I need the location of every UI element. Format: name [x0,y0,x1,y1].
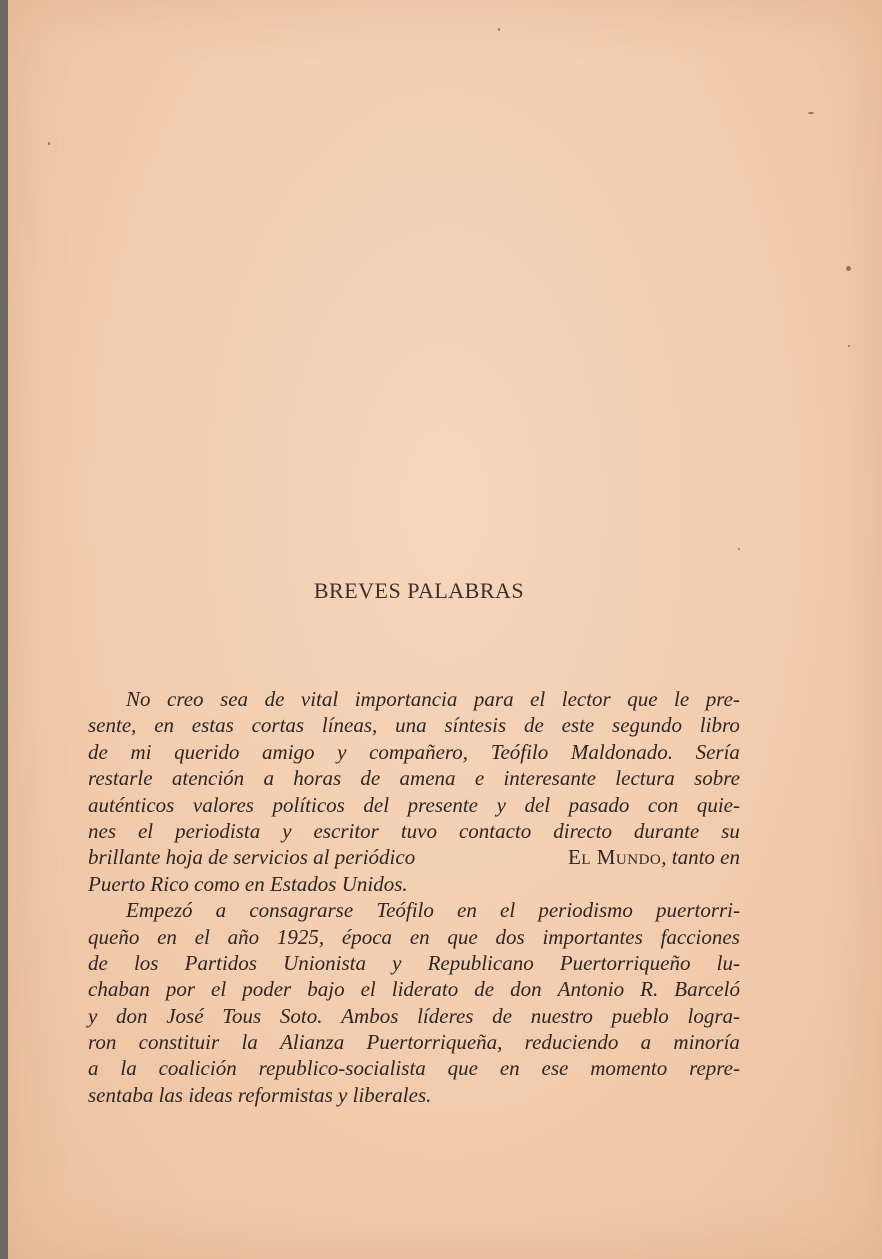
word: de [88,950,108,975]
word: el [211,977,227,1002]
text-line: sentaba las ideas reformistas y liberales. [88,1082,432,1107]
paper-speck [738,548,740,550]
word: que [447,1056,478,1081]
word: republico-socialista [258,1056,426,1081]
word: de [264,687,285,711]
word: Ambos [341,1003,399,1028]
text-line [88,1055,740,1081]
word: a [640,1030,652,1055]
word: compañero, [369,739,469,764]
text-line [88,976,740,1002]
word: Soto. [279,1003,323,1028]
word: en [499,1056,520,1081]
word: en [409,924,430,949]
text-line [88,739,740,765]
word: en [157,924,177,949]
word: lectura [615,766,675,791]
word: a [215,898,227,923]
word: con [647,792,679,817]
word: querido [174,739,240,764]
paper-speck [48,142,50,145]
word: durante [633,818,700,843]
word: cortas [251,713,305,738]
text-line [88,950,740,976]
word: valores [192,792,254,817]
word: y [392,950,402,975]
word: coalición [158,1056,237,1081]
word: queño [88,924,140,949]
word: contacto [458,818,532,843]
text-line [88,712,740,738]
word: y [337,739,347,764]
word: a [88,1056,99,1081]
word: ron [88,1030,117,1055]
word: periodista [175,818,261,843]
word: de [523,713,544,738]
word: Barceló [674,977,740,1002]
word: quie- [696,792,740,817]
word: mi [130,739,152,764]
word: su [721,818,740,843]
text-line [88,897,740,923]
word: de [474,977,495,1002]
word: del [363,792,390,817]
word: sente, [88,713,137,738]
word: el [360,977,376,1002]
body-text [88,686,740,1108]
word: facciones [660,924,740,949]
word: la [241,1030,258,1055]
text-segment: , tanto en [661,845,740,870]
word: importancia [354,687,458,711]
text-line [88,1003,740,1029]
word: en [154,713,175,738]
word: del [524,792,551,817]
word: nuestro [530,1003,593,1028]
word: sobre [694,766,740,791]
word: de [88,739,108,764]
word: para [473,687,514,711]
word: minoría [673,1030,740,1055]
word: estas [191,713,234,738]
word: reduciendo [524,1030,619,1055]
word: amena [399,766,456,791]
word: año [227,924,260,949]
text-segment: brillante hoja de servicios al periódico [88,845,416,870]
word: pasado [568,792,630,817]
word: Teófilo [490,739,549,764]
word: a [263,766,274,791]
word: y [496,792,506,817]
newspaper-title: El Mundo [568,845,662,870]
word: Empezó [126,898,193,923]
text-line: Puerto Rico como en Estados Unidos. [88,871,408,896]
newspaper-name [568,844,740,870]
word: Sería [695,739,740,764]
word: consagrarse [249,898,354,923]
word: libro [699,713,740,738]
word: en [457,898,477,923]
word: lu- [716,950,740,975]
word: Antonio [557,977,625,1002]
paper-speck [848,345,850,347]
word: segundo [612,713,683,738]
text-line [88,924,740,950]
word: No [126,687,151,711]
word: don [116,1003,148,1028]
word: nes [88,818,116,843]
word: R. [640,977,659,1002]
word: de [360,766,381,791]
word: bajo [307,977,345,1002]
word: puertorri- [656,898,740,923]
word: el [530,687,546,711]
word: Republicano [427,950,534,975]
word: repre- [689,1056,740,1081]
word: Puertorriqueño [559,950,691,975]
word: lector [561,687,611,711]
word: le [674,687,690,711]
word: el [137,818,154,843]
word: Teófilo [376,898,434,923]
word: Partidos [184,950,257,975]
word: que [627,687,658,711]
word: dos [495,924,525,949]
word: tuvo [400,818,437,843]
word: el [500,898,516,923]
word: importantes [542,924,643,949]
word: los [133,950,159,975]
word: síntesis [444,713,507,738]
page-title: BREVES PALABRAS [313,578,525,603]
word: 1925, [276,924,325,949]
paper-speck [846,266,851,271]
word: amigo [262,739,315,764]
word: y [88,1003,98,1028]
word: atención [171,766,245,791]
word: por [165,977,196,1002]
text-line [88,844,740,870]
word: restarle [88,766,153,791]
word: logra- [687,1003,740,1028]
word: Unionista [283,950,366,975]
word: interesante [503,766,596,791]
word: políticos [272,792,345,817]
word: constituir [138,1030,220,1055]
word: chaban [88,977,150,1002]
word: Maldonado. [570,739,673,764]
word: don [510,977,542,1002]
word: vital [300,687,339,711]
word: este [561,713,595,738]
text-line [88,686,740,712]
word: Tous [222,1003,262,1028]
word: directo [553,818,612,843]
word: líderes [417,1003,474,1028]
word: el [194,924,210,949]
book-page [8,0,882,1259]
word: que [447,924,478,949]
word: auténticos [88,792,175,817]
word: una [395,713,427,738]
paper-speck [808,112,814,114]
word: sea [220,687,249,711]
word: momento [590,1056,668,1081]
word: periodismo [538,898,633,923]
word: e [474,766,485,791]
word: escritor [313,818,379,843]
text-line [88,818,740,844]
word: de [492,1003,512,1028]
word: la [120,1056,137,1081]
word: liderato [391,977,459,1002]
word: presente [407,792,478,817]
word: y [282,818,292,843]
word: horas [293,766,342,791]
word: pueblo [611,1003,669,1028]
word: José [166,1003,204,1028]
text-line [88,792,740,818]
word: ese [541,1056,569,1081]
paper-speck [498,28,500,31]
text-line [88,1029,740,1055]
word: líneas, [321,713,378,738]
word: pre- [705,687,740,711]
word: época [341,924,393,949]
word: Alianza [280,1030,345,1055]
word: Puertorriqueña, [366,1030,503,1055]
word: poder [242,977,292,1002]
text-line [88,765,740,791]
word: creo [167,687,204,711]
